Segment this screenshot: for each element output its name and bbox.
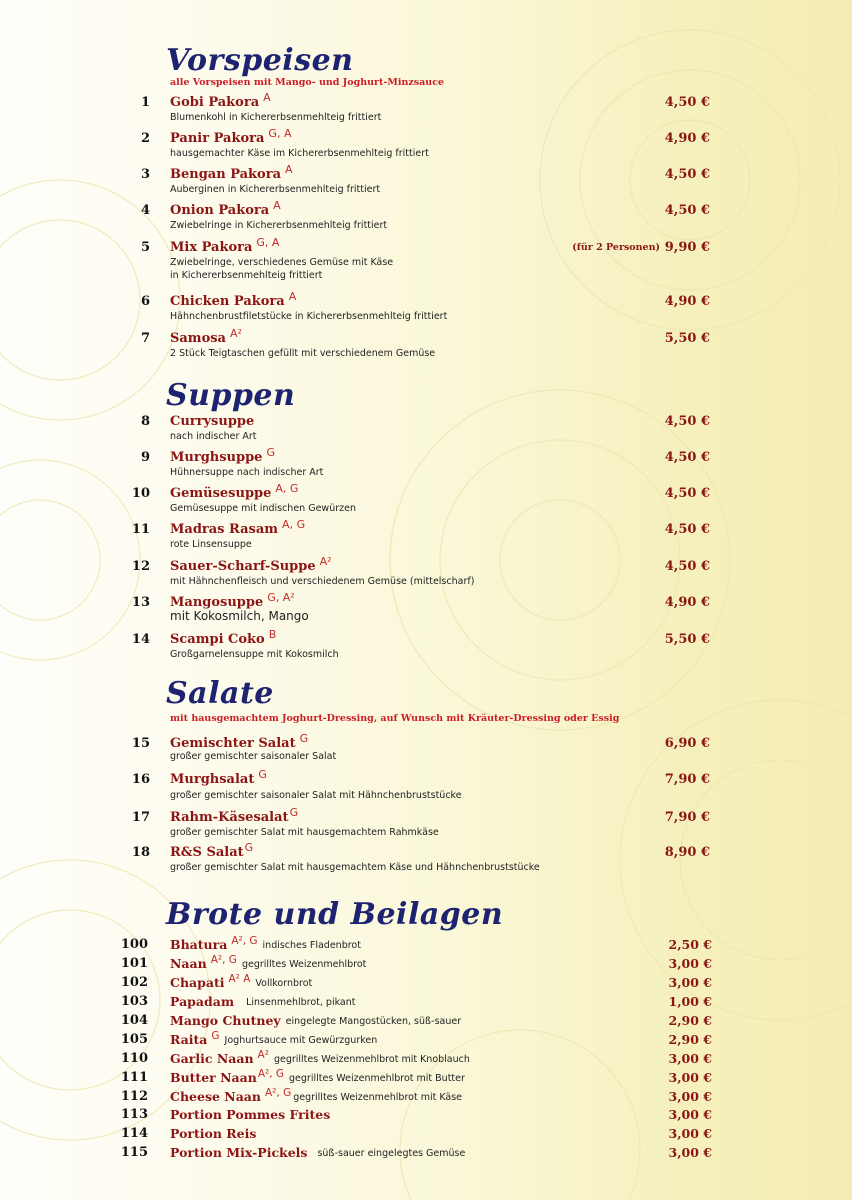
item-description: Auberginen in Kichererbsenmehlteig frittiert <box>170 184 381 195</box>
item-name: Samosa $^{A^2}$ <box>170 327 242 346</box>
item-price: 4,90 € <box>664 294 710 309</box>
item-price: 4,50 € <box>664 414 710 429</box>
allergen-code: G <box>258 768 267 781</box>
item-name: Portion Reis <box>170 1126 257 1141</box>
item-description: hausgemachter Käse im Kichererbsenmehlteig frittiert <box>170 148 429 159</box>
item-description: Vollkornbrot <box>255 978 313 989</box>
item-name: Sauer-Scharf-Suppe $^{A^2}$ <box>170 555 332 574</box>
menu-item <box>0 975 852 993</box>
item-name: Rahm-Käsesalat$^G$ <box>170 806 299 825</box>
allergen-code: A², G <box>265 1087 292 1099</box>
item-description: Hühnersuppe nach indischer Art <box>170 467 324 478</box>
item-description: gegrilltes Weizenmehlbrot mit Knoblauch <box>273 1054 470 1065</box>
item-number: 5 <box>140 240 150 255</box>
item-name: Portion Pommes Frites <box>170 1107 331 1122</box>
item-description: gegrilltes Weizenmehlbrot <box>241 959 367 970</box>
allergen-code: A², G <box>210 954 237 966</box>
item-number: 102 <box>120 975 148 990</box>
item-price: 7,90 € <box>664 810 710 825</box>
item-number: 10 <box>131 486 150 501</box>
item-number: 113 <box>120 1107 148 1122</box>
item-name: Papadam Linsenmehlbrot, pikant <box>170 994 356 1009</box>
item-number: 9 <box>140 450 150 465</box>
item-number: 104 <box>120 1013 148 1028</box>
item-description: Gemüsesuppe mit indischen Gewürzen <box>170 503 356 514</box>
section-title-salate: Salate <box>166 676 274 711</box>
item-price: 3,00 € <box>668 975 712 990</box>
item-description: Großgarnelensuppe mit Kokosmilch <box>170 649 339 660</box>
allergen-code: A² <box>319 555 332 568</box>
item-number: 6 <box>140 294 150 309</box>
item-description: Zwiebelringe in Kichererbsenmehlteig frittiert <box>170 220 388 231</box>
item-description: gegrilltes Weizenmehlbrot mit Käse <box>293 1092 463 1103</box>
item-name: Bengan Pakora $^A$ <box>170 163 293 182</box>
item-name: R&S Salat$^G$ <box>170 841 254 860</box>
item-description: Joghurtsauce mit Gewürzgurken <box>224 1035 378 1046</box>
menu-item <box>0 1032 852 1050</box>
item-number: 111 <box>120 1070 148 1085</box>
menu-item <box>0 994 852 1012</box>
section-title-suppen: Suppen <box>166 378 296 413</box>
item-name: Chicken Pakora $^A$ <box>170 290 297 309</box>
item-price: 8,90 € <box>664 845 710 860</box>
item-price: 2,90 € <box>668 1032 712 1047</box>
item-price: 3,00 € <box>668 956 712 971</box>
item-price: 3,00 € <box>668 1145 712 1160</box>
allergen-code: A <box>273 199 281 212</box>
item-name: Gemüsesuppe $^{A, G}$ <box>170 482 299 501</box>
item-name: Onion Pakora $^A$ <box>170 199 281 218</box>
item-number: 1 <box>140 95 150 110</box>
item-description: großer gemischter Salat mit hausgemachtem Käse und Hähnchenbruststücke <box>170 862 540 873</box>
section-subtitle-vorspeisen: alle Vorspeisen mit Mango- und Joghurt-Minzsauce <box>170 77 445 88</box>
item-description: großer gemischter saisonaler Salat <box>170 751 337 762</box>
item-description: gegrilltes Weizenmehlbrot mit Butter <box>289 1073 465 1084</box>
item-name: Raita $^G$ Joghurtsauce mit Gewürzgurken <box>170 1030 378 1047</box>
item-price: 4,90 € <box>664 595 710 610</box>
item-name: Mix Pakora $^{G, A}$ <box>170 236 280 255</box>
item-number: 4 <box>140 203 150 218</box>
item-price: 4,50 € <box>664 167 710 182</box>
item-number: 17 <box>131 810 150 825</box>
item-name: Mangosuppe $^{G, A^2}$ <box>170 591 295 610</box>
item-price: 7,90 € <box>664 772 710 787</box>
item-price: 4,50 € <box>664 203 710 218</box>
menu-item <box>0 1126 852 1144</box>
item-price: 6,90 € <box>664 736 710 751</box>
item-price: 5,50 € <box>664 632 710 647</box>
item-number: 8 <box>140 414 150 429</box>
item-description-line2: in Kichererbsenmehlteig frittiert <box>170 270 323 281</box>
item-number: 101 <box>120 956 148 971</box>
allergen-code: B <box>268 628 277 641</box>
item-number: 114 <box>120 1126 148 1141</box>
item-number: 16 <box>131 772 150 787</box>
item-description: indisches Fladenbrot <box>262 940 361 951</box>
allergen-code: G, A <box>268 127 292 140</box>
item-number: 103 <box>120 994 148 1009</box>
item-description: großer gemischter saisonaler Salat mit Hähnchenbruststücke <box>170 790 462 801</box>
allergen-code: G <box>266 446 275 459</box>
item-name: Cheese Naan $^{A^2, G}$ gegrilltes Weizenmehlbrot mit Käse <box>170 1087 463 1104</box>
item-description: großer gemischter Salat mit hausgemachtem Rahmkäse <box>170 827 439 838</box>
item-description: eingelegte Mangostücken, süß-sauer <box>285 1016 462 1027</box>
menu-item <box>0 1107 852 1125</box>
item-number: 14 <box>131 632 150 647</box>
item-name: Portion Mix-Pickels süß-sauer eingelegtes Gemüse <box>170 1145 466 1160</box>
item-number: 112 <box>120 1089 148 1104</box>
menu-item <box>0 937 852 955</box>
item-name: Butter Naan$^{A^2, G}$ gegrilltes Weizenmehlbrot mit Butter <box>170 1068 465 1085</box>
allergen-code: A, G <box>275 482 299 495</box>
item-description: rote Linsensuppe <box>170 539 252 550</box>
allergen-code: A, G <box>282 518 306 531</box>
allergen-code: A <box>285 163 293 176</box>
section-title-vorspeisen: Vorspeisen <box>166 43 354 78</box>
item-description: Hähnchenbrustfiletstücke in Kichererbsenmehlteig frittiert <box>170 311 448 322</box>
item-name: Scampi Coko $^B$ <box>170 628 277 647</box>
item-description: Blumenkohl in Kichererbsenmehlteig frittiert <box>170 112 382 123</box>
item-name: Murghsalat $^G$ <box>170 768 267 787</box>
allergen-code: G <box>244 841 254 854</box>
item-note: (für 2 Personen) <box>572 242 660 253</box>
item-price: 4,90 € <box>664 131 710 146</box>
item-name: Bhatura $^{A^2, G}$ indisches Fladenbrot <box>170 935 361 952</box>
item-name: Murghsuppe $^G$ <box>170 446 275 465</box>
item-number: 110 <box>120 1051 148 1066</box>
item-price: 3,00 € <box>668 1051 712 1066</box>
item-name: Panir Pakora $^{G, A}$ <box>170 127 292 146</box>
allergen-code: A² A <box>228 973 251 985</box>
item-number: 15 <box>131 736 150 751</box>
item-price: 3,00 € <box>668 1070 712 1085</box>
allergen-code: G <box>211 1030 220 1042</box>
item-price: 1,00 € <box>668 994 712 1009</box>
item-name: Garlic Naan $^{A^2}$ gegrilltes Weizenmehlbrot mit Knoblauch <box>170 1049 470 1066</box>
item-price: 4,50 € <box>664 450 710 465</box>
item-number: 100 <box>120 937 148 952</box>
item-price: 3,00 € <box>668 1089 712 1104</box>
item-price: 9,90 € <box>664 240 710 255</box>
item-name: Gemischter Salat $^G$ <box>170 732 309 751</box>
allergen-code: G <box>299 732 309 745</box>
allergen-code: A² <box>257 1049 269 1061</box>
item-number: 115 <box>120 1145 148 1160</box>
item-name: Currysuppe <box>170 414 255 429</box>
item-name: Chapati $^{A^2 A}$ Vollkornbrot <box>170 973 313 990</box>
item-name: Naan $^{A^2, G}$ gegrilltes Weizenmehlbrot <box>170 954 367 971</box>
allergen-code: G <box>289 806 299 819</box>
item-number: 105 <box>120 1032 148 1047</box>
item-price: 4,50 € <box>664 559 710 574</box>
item-description: Zwiebelringe, verschiedenes Gemüse mit Käse <box>170 257 394 268</box>
item-price: 2,50 € <box>668 937 712 952</box>
item-number: 2 <box>140 131 150 146</box>
allergen-code: G, A² <box>267 591 295 604</box>
menu-item <box>0 956 852 974</box>
allergen-code: G, A <box>256 236 280 249</box>
allergen-code: A², G <box>231 935 258 947</box>
item-price: 3,00 € <box>668 1107 712 1122</box>
allergen-code: A <box>263 91 271 104</box>
item-description: mit Kokosmilch, Mango <box>170 609 309 623</box>
item-price: 4,50 € <box>664 95 710 110</box>
item-description: Linsenmehlbrot, pikant <box>246 997 356 1008</box>
item-price: 3,00 € <box>668 1126 712 1141</box>
item-number: 3 <box>140 167 150 182</box>
item-description: mit Hähnchenfleisch und verschiedenem Gemüse (mittelscharf) <box>170 576 475 587</box>
menu-item <box>0 1013 852 1031</box>
item-price: 4,50 € <box>664 522 710 537</box>
menu-item <box>0 1145 852 1163</box>
item-name: Gobi Pakora $^A$ <box>170 91 271 110</box>
item-price: 4,50 € <box>664 486 710 501</box>
item-number: 7 <box>140 331 150 346</box>
allergen-code: A², G <box>257 1068 285 1080</box>
item-description: süß-sauer eingelegtes Gemüse <box>317 1148 466 1159</box>
item-description: nach indischer Art <box>170 431 257 442</box>
menu-item <box>0 1089 852 1107</box>
menu-item <box>0 1051 852 1069</box>
allergen-code: A² <box>229 327 242 340</box>
item-number: 13 <box>131 595 150 610</box>
section-title-brote: Brote und Beilagen <box>166 897 504 932</box>
menu-item <box>0 1070 852 1088</box>
item-price: 2,90 € <box>668 1013 712 1028</box>
item-price: 5,50 € <box>664 331 710 346</box>
item-description: 2 Stück Teigtaschen gefüllt mit verschiedenem Gemüse <box>170 348 436 359</box>
item-name: Mango Chutney eingelegte Mangostücken, süß-sauer <box>170 1013 462 1028</box>
item-name: Madras Rasam $^{A, G}$ <box>170 518 306 537</box>
item-number: 11 <box>131 522 150 537</box>
allergen-code: A <box>288 290 297 303</box>
item-number: 12 <box>131 559 150 574</box>
section-subtitle-salate: mit hausgemachtem Joghurt-Dressing, auf Wunsch mit Kräuter-Dressing oder Essig <box>170 713 620 724</box>
item-number: 18 <box>131 845 150 860</box>
